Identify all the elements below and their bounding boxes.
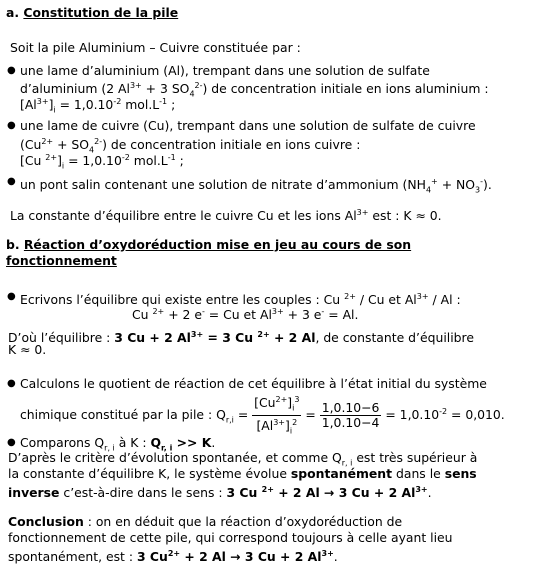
item1-line3: $[Al^{3+}]_i = 1,0.10^{-2}$ $mol.L^{-1}$ ; [20,97,176,115]
item2-line3: [Cu $^{2+}]_i = 1,0.10^{-2}$ $mol.L^{-1}$ ; [20,153,184,171]
criterion-line3: inverse c’est-à-dire dans le sens : 3 Cu $^{2+}$ + 2 Al → 3 Cu + 2 $Al^{3+}$. [8,485,432,501]
result-line2: K ≈ 0. [8,342,47,357]
section-b-title-line1: b. Réaction d’oxydoréduction mise en jeu au cours de son [6,237,412,252]
bullet-icon: ● [7,176,16,187]
conclusion-line3: spontanément, est : 3 $Cu^{2+} + 2$ Al → 3 Cu + 2 $Al^{3+}$. [8,549,338,565]
result-line1: D’où l’équilibre : 3 Cu + 2 $Al^{3+} = 3$ Cu $^{2+}$ + 2 Al, de constante d’équilibre [8,330,474,346]
q-formula: chimique constitué par la pile : $Q_{r,i}$ = $\frac{[Cu^{2+}]_i^3}{[Al^{3+}]_i^2}$ = $\frac{1,0.10-6}{1,0.10-4}$ = $1,0.10^{-2} = 0,010$. [20,392,505,441]
constant-line: La constante d’équilibre entre le cuivre Cu et les ions $Al^{3+}$ est : K ≈ 0. [10,208,442,224]
conclusion-line2: fonctionnement de cette pile, qui correspond toujours à celle ayant lieu [8,530,453,545]
bullet-icon: ● [7,291,16,302]
q-intro: Calculons le quotient de réaction de cet équilibre à l’état initial du système [20,376,487,391]
item2-line2: $(Cu^{2+} + SO_4^{2-})$ de concentration initiale en ions cuivre : [20,137,361,155]
criterion-line1: D’après le critère d’évolution spontanée, et comme $Q_{r, i}$ est très supérieur à [8,450,478,468]
q-fraction-symbolic: $\frac{[Cu^{2+}]_i^3}{[Al^{3+}]_i^2}$ [254,394,300,436]
section-a-intro: Soit la pile Aluminium – Cuivre constituée par : [10,40,301,55]
bullet-icon: ● [7,437,16,448]
q-fraction-numeric: $\frac{1,0.10-6}{1,0.10-4}$ [321,400,380,431]
half-equations: Cu $^{2+}$ + 2 e- = Cu et $Al^{3+} + 3$ e- = Al. [132,307,359,323]
criterion-line2: la constante d’équilibre K, le système évolue spontanément dans le sens [8,466,477,481]
bullet-icon: ● [7,120,16,131]
compare-line: Comparons $Q_{r, i}$ à K : $Q_{r, i} >> K$. [20,435,216,453]
section-a-title: a. Constitution de la pile [6,5,179,20]
item3-line: un pont salin contenant une solution de nitrate d’ammonium $(NH_4^+ + NO_3^-)$. [20,177,492,195]
item1-line2: d’aluminium (2 $Al^{3+} + 3$ $SO_4^{2-}$) de concentration initiale en ions aluminium : [20,81,489,99]
section-b-title-line2: fonctionnement [6,253,117,268]
item1-line1: une lame d’aluminium (Al), trempant dans une solution de sulfate [20,63,430,78]
bullet-icon: ● [7,378,16,389]
bullet-icon: ● [7,65,16,76]
item2-line1: une lame de cuivre (Cu), trempant dans une solution de sulfate de cuivre [20,118,476,133]
eq-intro: Ecrivons l’équilibre qui existe entre les couples : Cu $^{2+}$ / Cu et $Al^{3+}$ / Al : [20,292,461,308]
conclusion-line1: Conclusion : on en déduit que la réaction d’oxydoréduction de [8,514,403,529]
